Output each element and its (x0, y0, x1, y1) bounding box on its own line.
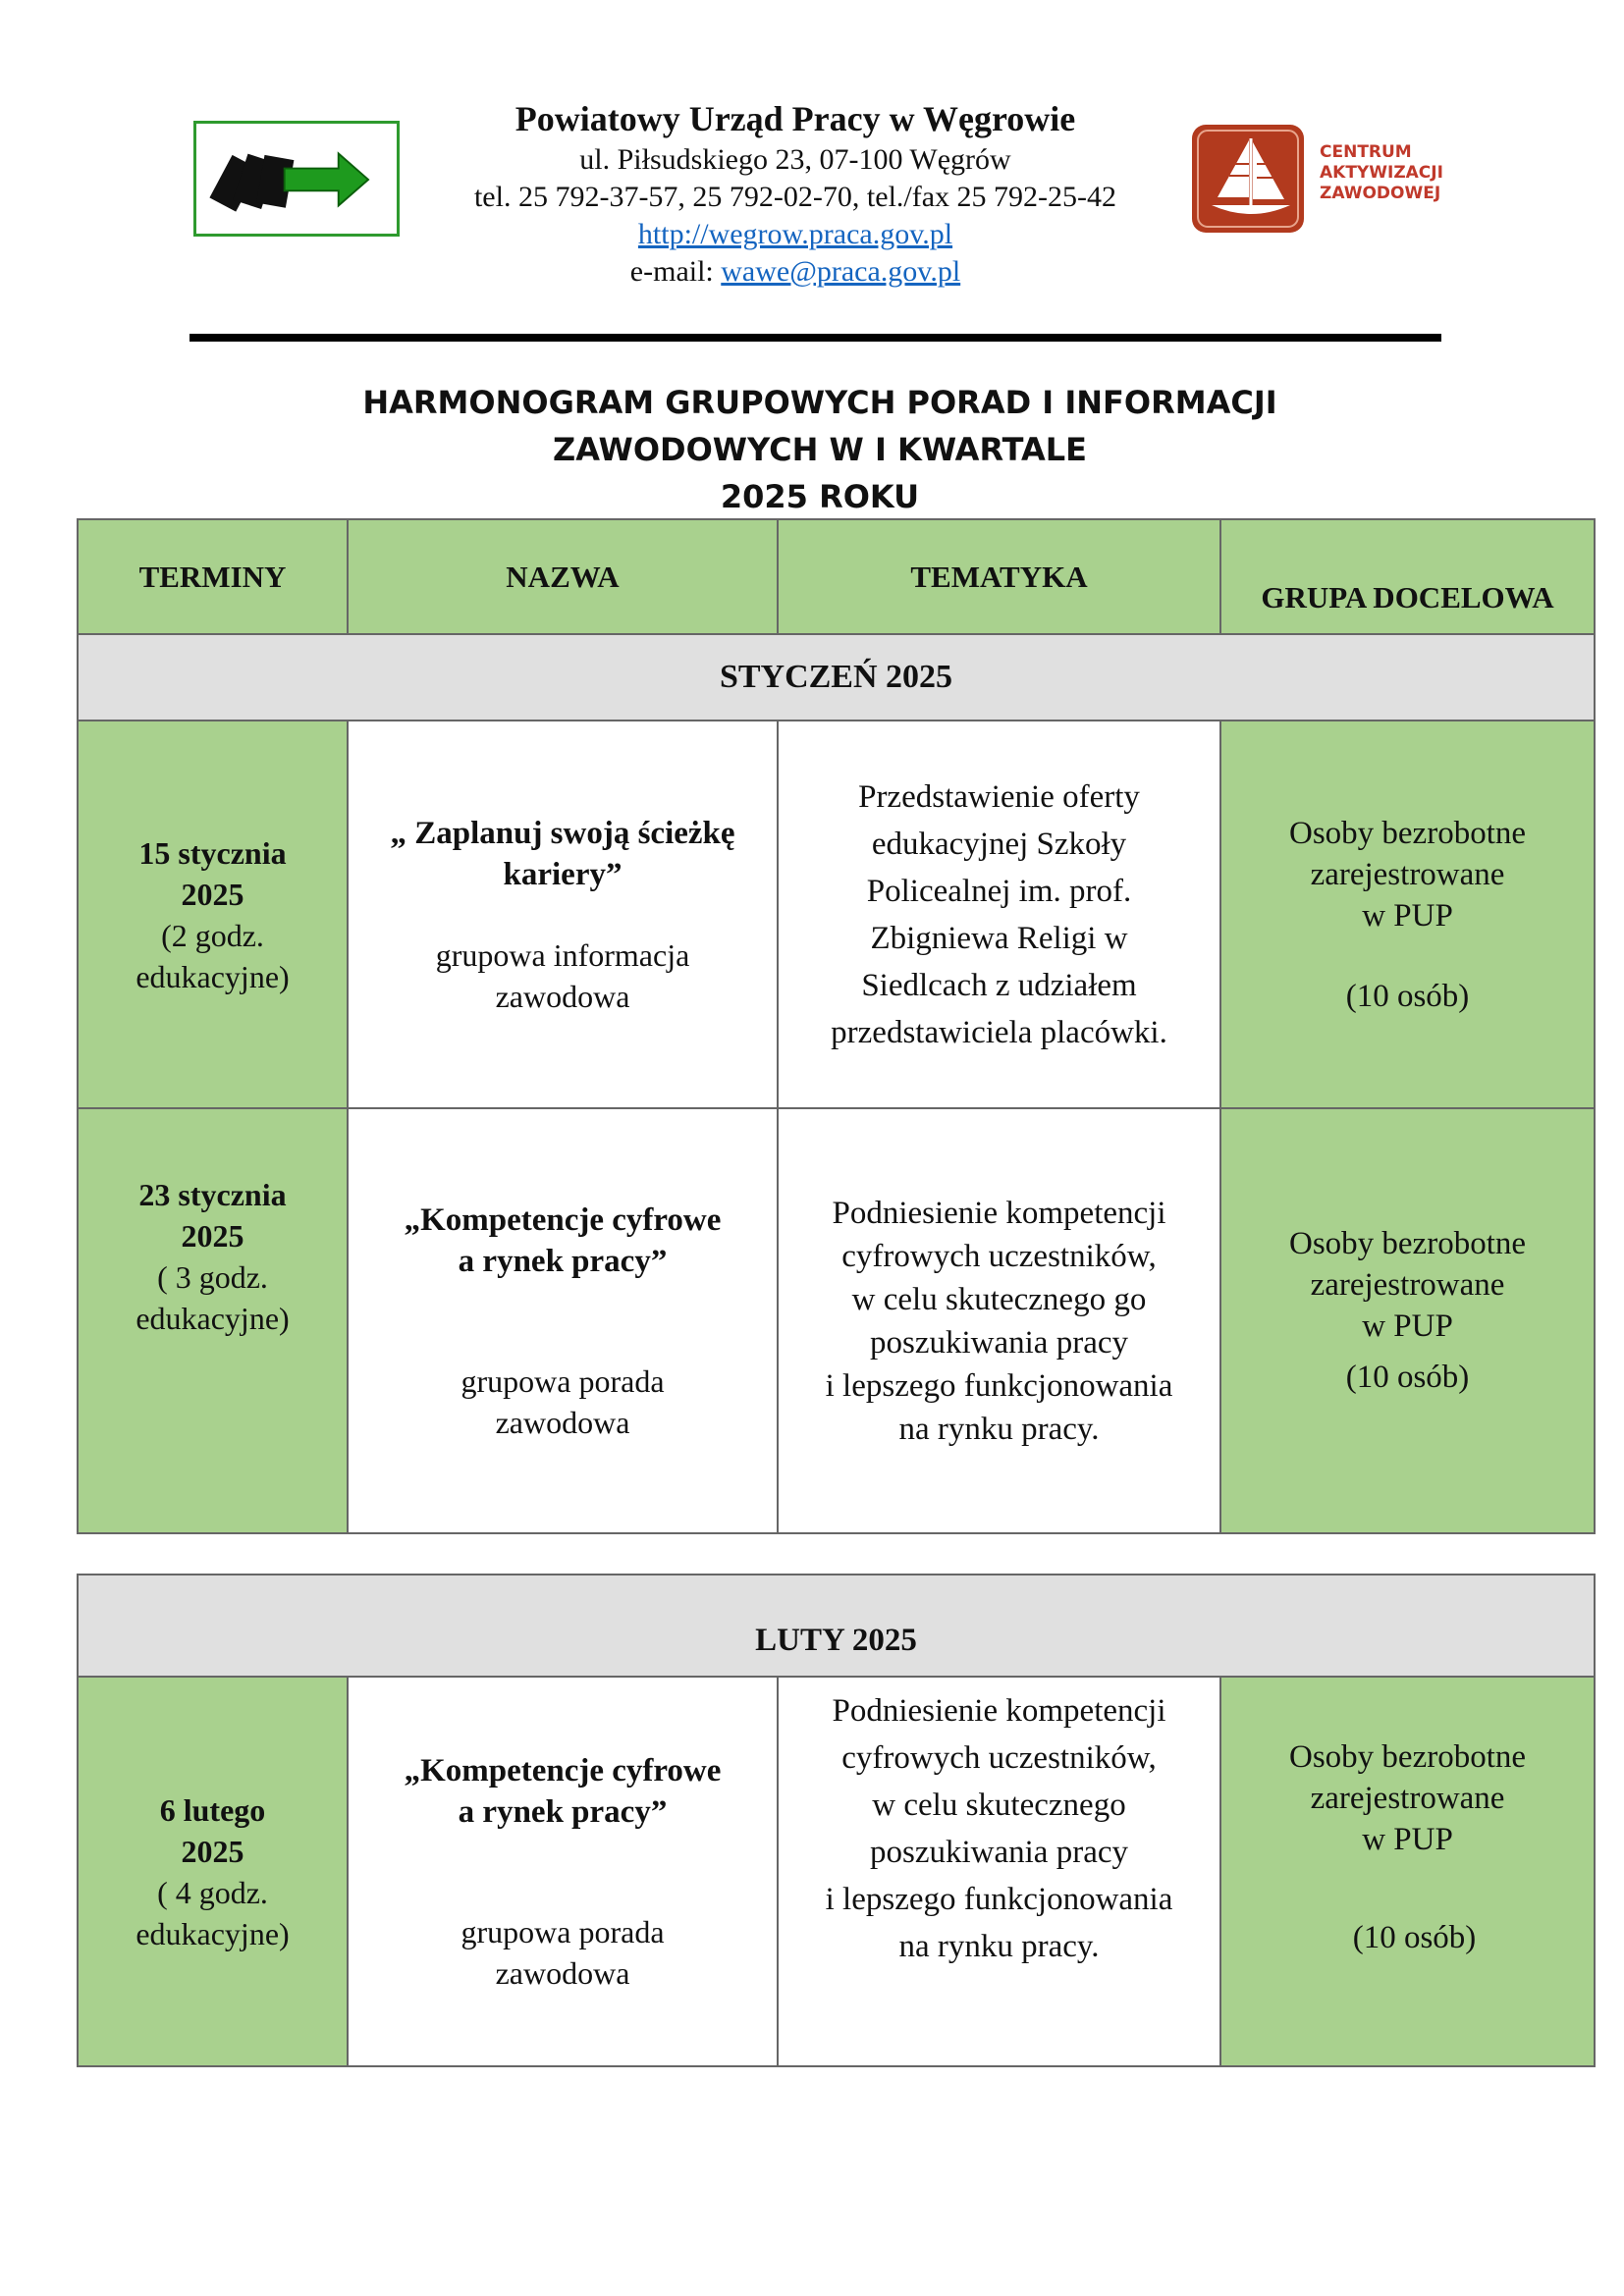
month-heading: STYCZEŃ 2025 (78, 634, 1595, 721)
name-cell: „Kompetencje cyfrowe a rynek pracy” grupowa porada zawodowa (348, 1108, 778, 1533)
topic-cell: Podniesienie kompetencji cyfrowych uczestników, w celu skutecznego poszukiwania pracy i lepszego funkcjonowania na rynku pracy. (778, 1677, 1220, 2066)
pup-logo (193, 121, 400, 237)
email-link[interactable]: wawe@praca.gov.pl (721, 255, 961, 288)
target-cell: Osoby bezrobotne zarejestrowane w PUP (10 osób) (1220, 1677, 1595, 2066)
sailboat-logo-icon (1190, 121, 1310, 237)
col-header-grupa: GRUPA DOCELOWA (1220, 519, 1595, 634)
month-heading: LUTY 2025 (78, 1575, 1595, 1677)
schedule-table-january (77, 518, 1596, 1534)
cards-arrow-logo-icon (196, 124, 397, 234)
table-row (78, 1108, 1595, 1533)
date-cell: 23 stycznia 2025 ( 3 godz. edukacyjne) (78, 1108, 348, 1533)
date-cell: 6 lutego 2025 ( 4 godz. edukacyjne) (78, 1677, 348, 2066)
office-name: Powiatowy Urząd Pracy w Węgrowie (514, 99, 1076, 138)
table-row (78, 721, 1595, 1108)
document-title: HARMONOGRAM GRUPOWYCH PORAD I INFORMACJI ZAWODOWYCH W I KWARTALE 2025 ROKU (362, 384, 1277, 515)
office-phones: tel. 25 792-37-57, 25 792-02-70, tel./fax 25 792-25-42 (473, 181, 1117, 213)
schedule-table-february (77, 1574, 1596, 2067)
table-row (78, 1677, 1595, 2066)
topic-cell: Przedstawienie oferty edukacyjnej Szkoły Policealnej im. prof. Zbigniewa Religi w Siedlcach z udziałem przedstawiciela placówki. (778, 721, 1220, 1108)
name-cell: „Kompetencje cyfrowe a rynek pracy” grupowa porada zawodowa (348, 1677, 778, 2066)
office-address: ul. Piłsudskiego 23, 07-100 Węgrów (579, 143, 1011, 176)
table-header-row (78, 519, 1595, 634)
name-cell: „ Zaplanuj swoją ścieżkę kariery” grupowa informacja zawodowa (348, 721, 778, 1108)
topic-cell: Podniesienie kompetencji cyfrowych uczestników, w celu skutecznego go poszukiwania pracy i lepszego funkcjonowania na rynku pracy. (778, 1108, 1220, 1533)
email-label: e-mail: (629, 255, 722, 288)
target-cell: Osoby bezrobotne zarejestrowane w PUP (10 osób) (1220, 1108, 1595, 1533)
date-cell: 15 stycznia 2025 (2 godz. edukacyjne) (78, 721, 348, 1108)
cak-logo-text: CENTRUM AKTYWIZACJI ZAWODOWEJ (1320, 142, 1443, 203)
col-header-terminy: TERMINY (78, 519, 348, 634)
header-divider (189, 334, 1441, 342)
target-cell: Osoby bezrobotne zarejestrowane w PUP (10 osób) (1220, 721, 1595, 1108)
col-header-nazwa: NAZWA (348, 519, 778, 634)
office-header (412, 96, 1178, 291)
website-link[interactable]: http://wegrow.praca.gov.pl (637, 218, 953, 250)
col-header-tematyka: TEMATYKA (778, 519, 1220, 634)
cak-logo (1190, 121, 1445, 237)
